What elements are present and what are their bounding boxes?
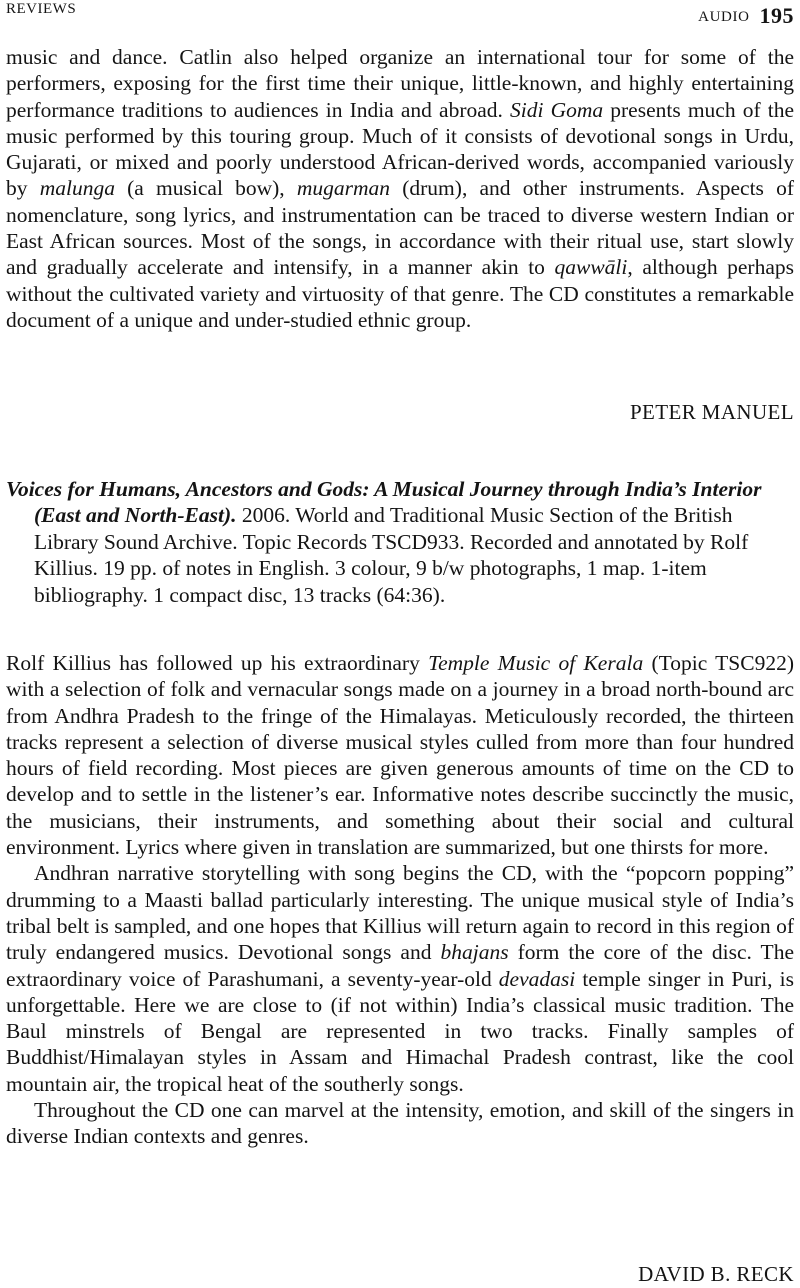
citation-details: 2006. World and Traditional Music Section of the British Library Sound Archive. Topic Records TSCD933. Recorded and annotated by Rolf Killius. 19 pp. of notes in English. 3 colour, 9 b/w photographs, 1 map. 1-item bibliography. 1 compact disc, 13 tracks (64:36). xyxy=(34,503,749,607)
italic-term: devadasi xyxy=(498,966,576,991)
album-title: Temple Music of Kerala xyxy=(428,651,644,675)
text-run: (Topic TSC922) with a selection of folk and vernacular songs made on a journey in a broad north-bound arc from Andhra Pradesh to the fringe of the Himalayas. Meticulously recorded, the thirteen tracks represent a selection of diverse musical styles culled from more than four hundred hours of field recording. Most pieces are given generous amounts of time on the CD to develop and to settle in the listener’s ear. Informative notes describe succinctly the music, the musicians, their instruments, and something about their social and cultural environment. Lyrics where given in translation are summarized, but one thirsts for more. xyxy=(6,651,794,860)
italic-term: malunga xyxy=(39,176,115,201)
text-run: , although perhaps without the cultivated variety and virtuosity of that genre. The CD constitutes a remarkable document of a unique and under-studied ethnic group. xyxy=(6,255,794,332)
reviewer-signature: PETER MANUEL xyxy=(629,400,794,424)
italic-term: mugarman xyxy=(296,176,391,201)
review-paragraph xyxy=(6,650,794,860)
review-peter-manuel-text xyxy=(6,44,794,333)
text-run: (a musical bow), xyxy=(114,176,297,201)
text-run: Andhran narrative storytelling with song begins the CD, with the “popcorn popping” drumming to a Maasti ballad particularly interesting. The unique musical style of India’s tribal belt is sampled, and one hopes that Killius will return again to record in this region of truly endangered musics. Devotional songs and xyxy=(6,861,794,965)
running-head xyxy=(6,0,794,28)
text-run: music and dance. Catlin also helped organize an international tour for some of the performers, exposing for the first time their unique, little-known, and highly entertaining performance traditions to audiences in India and abroad. xyxy=(6,45,794,122)
review-citation xyxy=(6,476,794,608)
album-title: Sidi Goma xyxy=(510,97,604,122)
review-paragraph xyxy=(6,44,794,333)
text-run: form the core of the disc. The extraordinary voice of Parashumani, a seventy-year-old xyxy=(6,940,794,991)
citation-title: Voices for Humans, Ancestors and Gods: A Musical Journey through India’s Interior (East and North-East). xyxy=(6,477,762,528)
text-run: presents much of the music performed by this touring group. Much of it consists of devotional songs in Urdu, Gujarati, or mixed and poorly understood African-derived words, accompanied variously by xyxy=(6,97,794,201)
italic-term: bhajans xyxy=(440,940,509,965)
text-run: (drum), and other instruments. Aspects of nomenclature, song lyrics, and instrumentation can be traced to diverse western Indian or East African sources. Most of the songs, in accordance with their ritual use, start slowly and gradually accelerate and intensify, in a manner akin to xyxy=(6,176,795,280)
running-head-journal-section: REVIEWS xyxy=(6,1,77,17)
page-number: 195 xyxy=(759,3,794,28)
review-paragraph xyxy=(6,860,794,1097)
running-head-right xyxy=(698,1,794,27)
reviewer-signature: DAVID B. RECK xyxy=(638,1262,794,1286)
running-head-subsection: AUDIO xyxy=(698,9,750,25)
review-david-reck-text xyxy=(6,650,794,1150)
review-paragraph: Throughout the CD one can marvel at the intensity, emotion, and skill of the singers in diverse Indian contexts and genres. xyxy=(6,1098,794,1149)
text-run: Rolf Killius has followed up his extraordinary xyxy=(6,651,429,675)
text-run: temple singer in Puri, is unforgettable. Here we are close to (if not within) India’s classical music tradition. The Baul minstrels of Bengal are represented in two tracks. Finally samples of Buddhist/Himalayan styles in Assam and Himachal Pradesh contrast, like the cool mountain air, the tropical heat of the southerly songs. xyxy=(6,966,794,1096)
italic-term: qawwāli xyxy=(554,255,628,280)
